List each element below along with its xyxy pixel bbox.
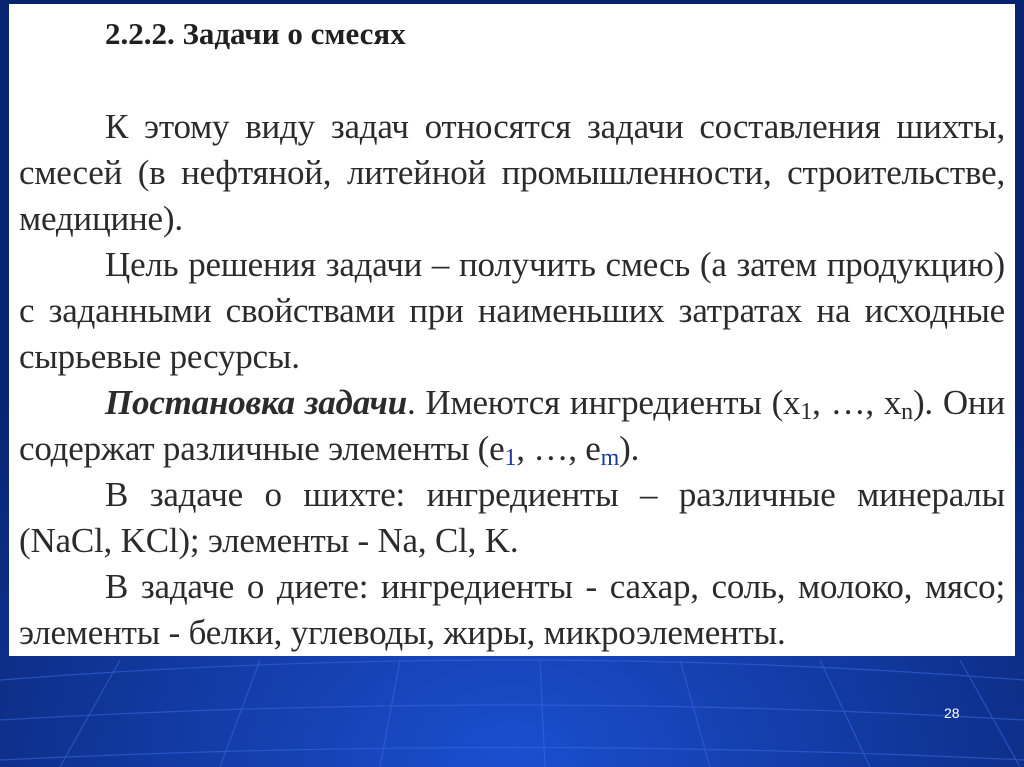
page-number: 28	[944, 705, 960, 721]
subscript-n: n	[901, 399, 913, 425]
problem-text-c: ). Они содержат различные элементы (e	[19, 383, 1005, 468]
paragraph-goal: Цель решения задачи – получить смесь (а затем продукцию) с заданными свойствами при наименьших затратах на исходные сырьевые ресурсы.	[19, 245, 1005, 376]
subscript-e1: 1	[504, 445, 517, 471]
slide-content-panel	[9, 4, 1015, 656]
problem-text-a: . Имеются ингредиенты (x	[407, 383, 801, 422]
problem-statement-lead: Постановка задачи	[105, 383, 407, 422]
subscript-m: m	[600, 445, 620, 471]
paragraph-diet-example: В задаче о диете: ингредиенты - сахар, соль, молоко, мясо; элементы - белки, углеводы, жиры, микроэлементы.	[19, 567, 1005, 652]
paragraph-intro: К этому виду задач относятся задачи составления шихты, смесей (в нефтяной, литейной промышленности, строительстве, медицине).	[19, 107, 1005, 238]
problem-text-b: , …, x	[812, 383, 902, 422]
slide-heading: 2.2.2. Задачи о смесях	[105, 16, 406, 51]
problem-text-e: ).	[619, 429, 640, 468]
paragraph-problem-statement	[19, 380, 1005, 472]
problem-text-d: , …, e	[516, 429, 601, 468]
subscript-1: 1	[800, 399, 813, 425]
paragraph-charge-example: В задаче о шихте: ингредиенты – различные минералы (NaCl, KCl); элементы - Na, Cl, K.	[19, 475, 1005, 560]
